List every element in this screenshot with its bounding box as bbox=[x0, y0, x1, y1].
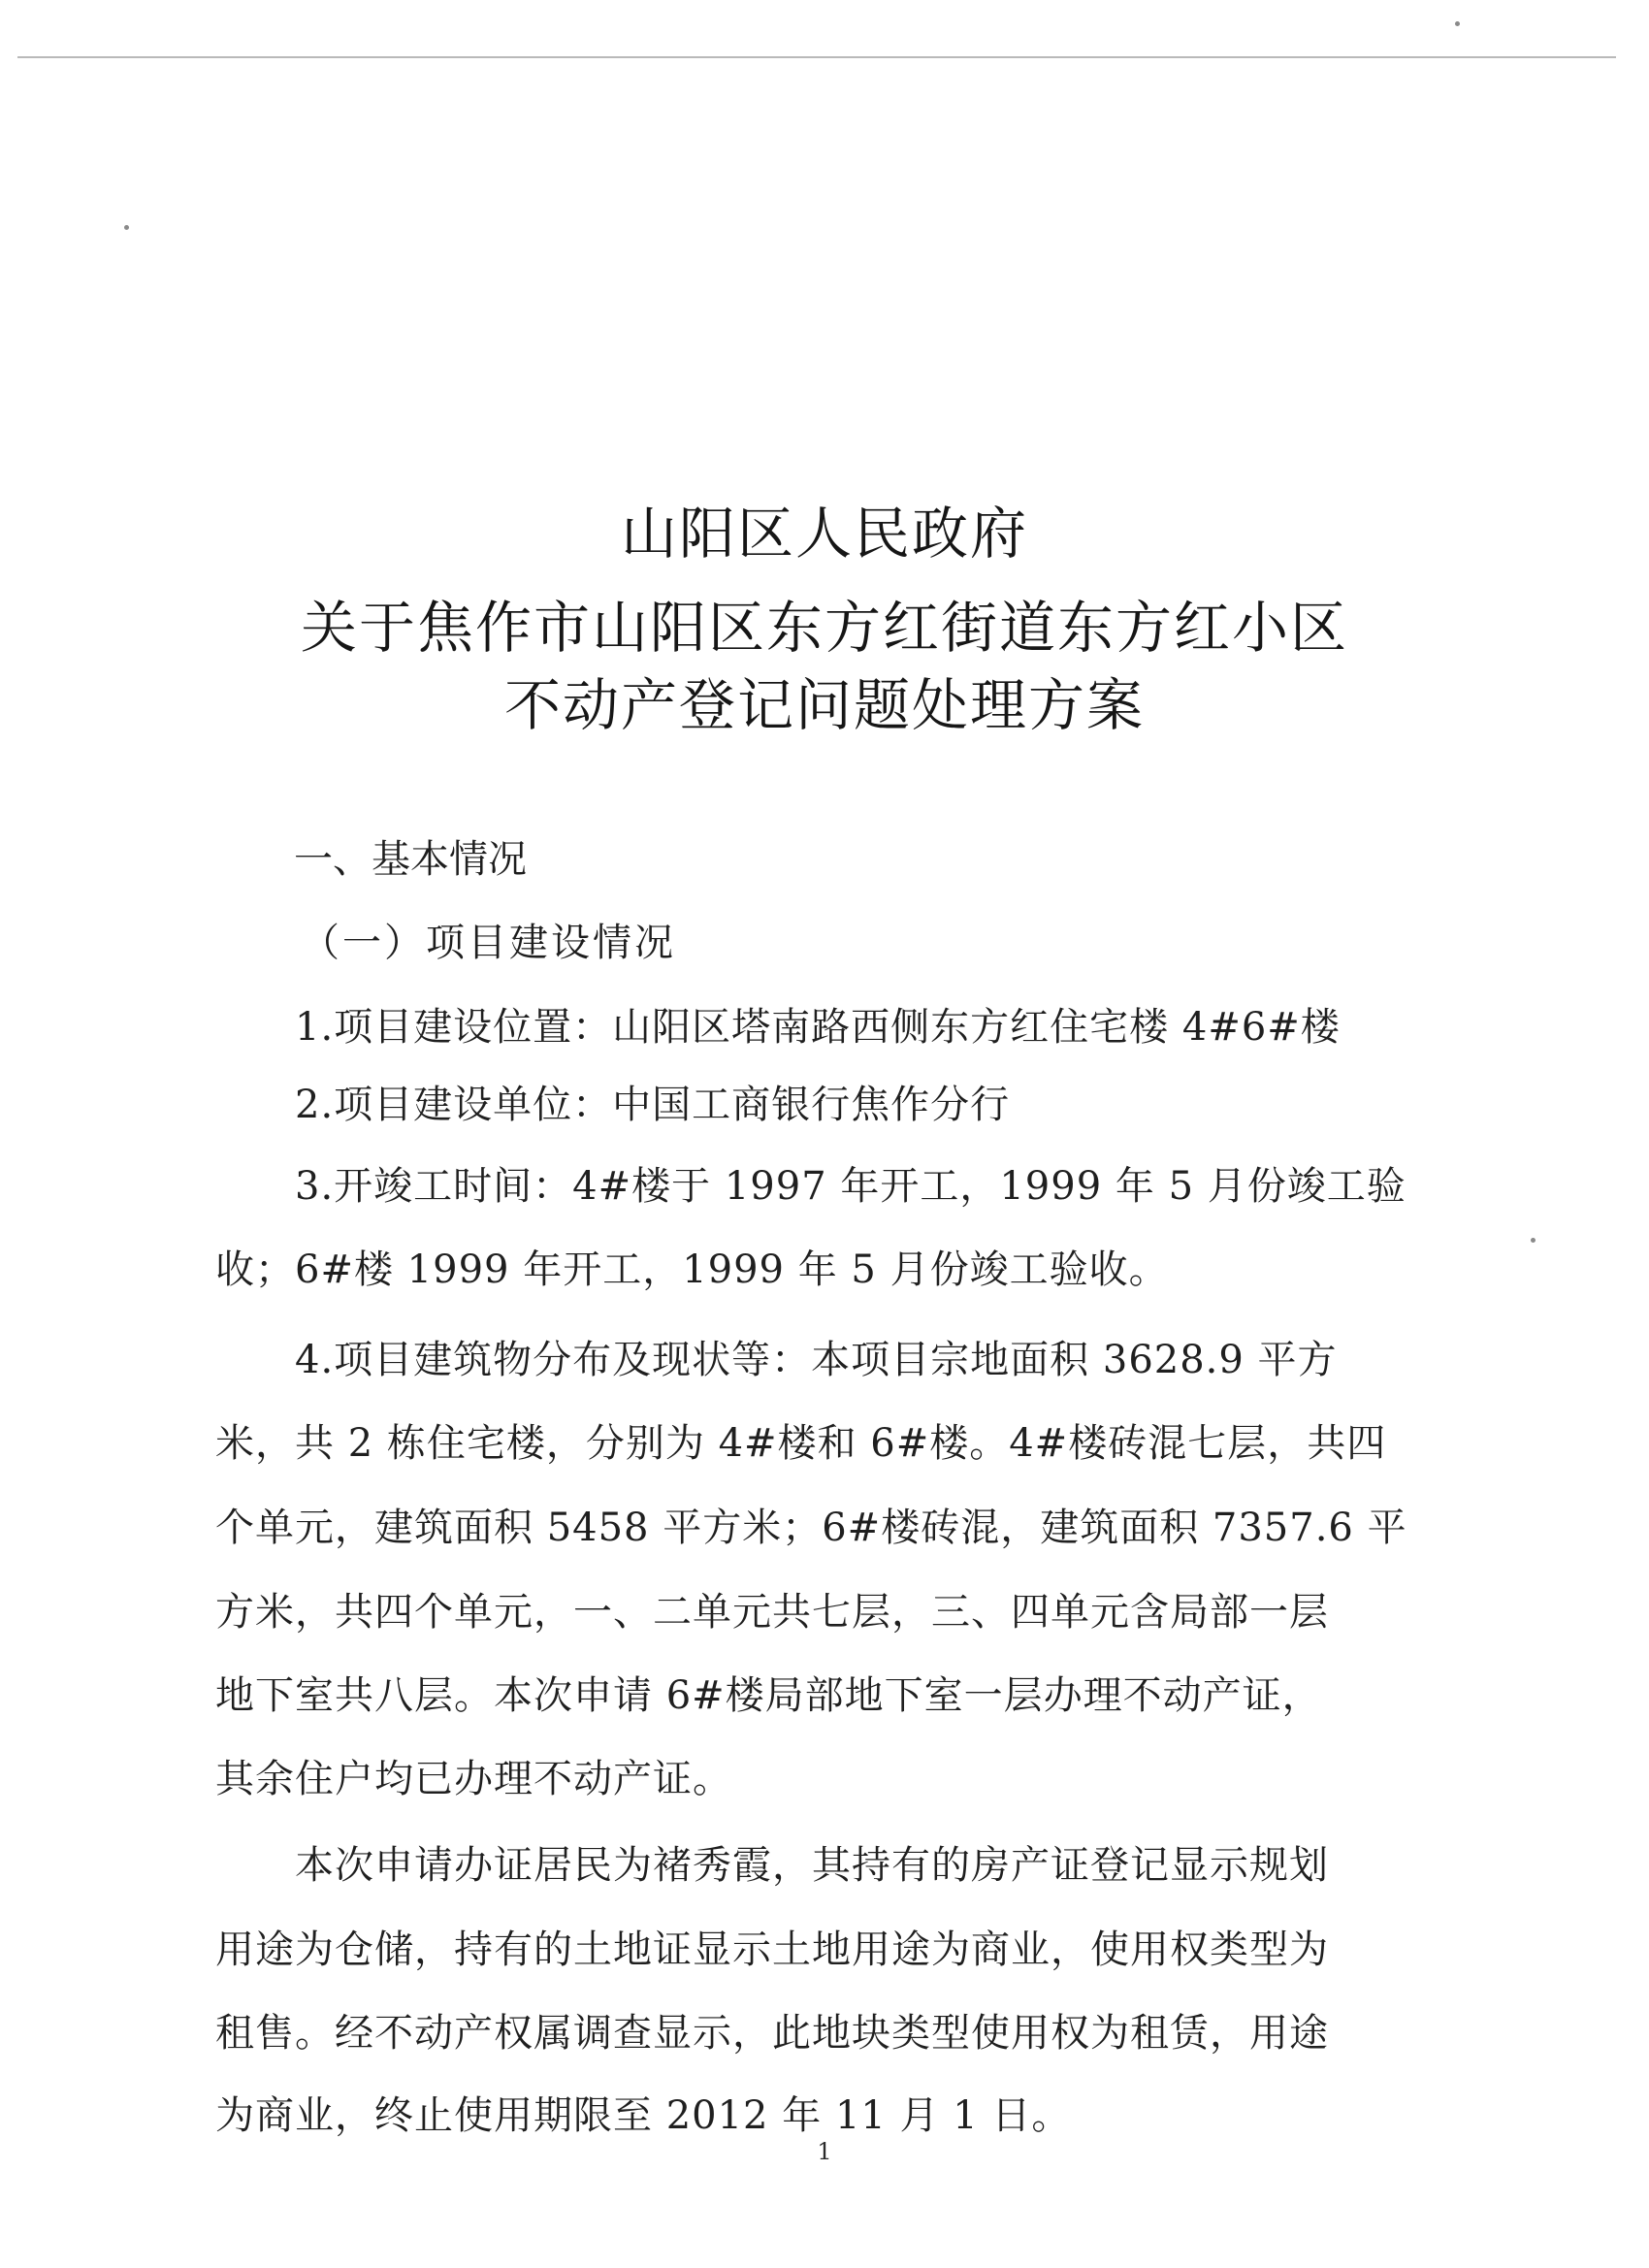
subsection-heading: （一）项目建设情况 bbox=[301, 921, 676, 965]
document-title-line-1: 山阳区人民政府 bbox=[620, 501, 1028, 567]
body-line: 为商业，终止使用期限至 2012 年 11 月 1 日。 bbox=[215, 2093, 1072, 2138]
body-line: 2.项目建设单位：中国工商银行焦作分行 bbox=[295, 1083, 1011, 1127]
body-line: 租售。经不动产权属调查显示，此地块类型使用权为租赁，用途 bbox=[215, 2011, 1329, 2056]
scan-speck bbox=[1455, 21, 1460, 26]
top-scan-rule bbox=[17, 56, 1616, 58]
body-line: 米，共 2 栋住宅楼，分别为 4#楼和 6#楼。4#楼砖混七层，共四 bbox=[215, 1421, 1387, 1466]
body-line: 用途为仓储，持有的土地证显示土地用途为商业，使用权类型为 bbox=[215, 1928, 1329, 1972]
body-line: 其余住户均已办理不动产证。 bbox=[215, 1757, 732, 1801]
body-line: 方米，共四个单元，一、二单元共七层，三、四单元含局部一层 bbox=[215, 1590, 1329, 1635]
body-line: 地下室共八层。本次申请 6#楼局部地下室一层办理不动产证， bbox=[215, 1673, 1322, 1718]
document-title-line-2: 关于焦作市山阳区东方红街道东方红小区 bbox=[300, 595, 1348, 661]
body-line: 个单元，建筑面积 5458 平方米；6#楼砖混，建筑面积 7357.6 平 bbox=[215, 1506, 1407, 1550]
page-number: 1 bbox=[817, 2138, 832, 2165]
body-line: 本次申请办证居民为褚秀霞，其持有的房产证登记显示规划 bbox=[295, 1843, 1329, 1888]
body-line: 1.项目建设位置：山阳区塔南路西侧东方红住宅楼 4#6#楼 bbox=[295, 1005, 1341, 1050]
section-heading: 一、基本情况 bbox=[294, 837, 527, 882]
body-line: 3.开竣工时间：4#楼于 1997 年开工，1999 年 5 月份竣工验 bbox=[295, 1164, 1406, 1209]
scan-speck bbox=[124, 225, 129, 230]
body-line: 收；6#楼 1999 年开工，1999 年 5 月份竣工验收。 bbox=[215, 1247, 1169, 1292]
body-line: 4.项目建筑物分布及现状等：本项目宗地面积 3628.9 平方 bbox=[295, 1338, 1338, 1382]
scan-speck bbox=[1531, 1238, 1536, 1243]
document-title-line-3: 不动产登记问题处理方案 bbox=[503, 672, 1145, 738]
